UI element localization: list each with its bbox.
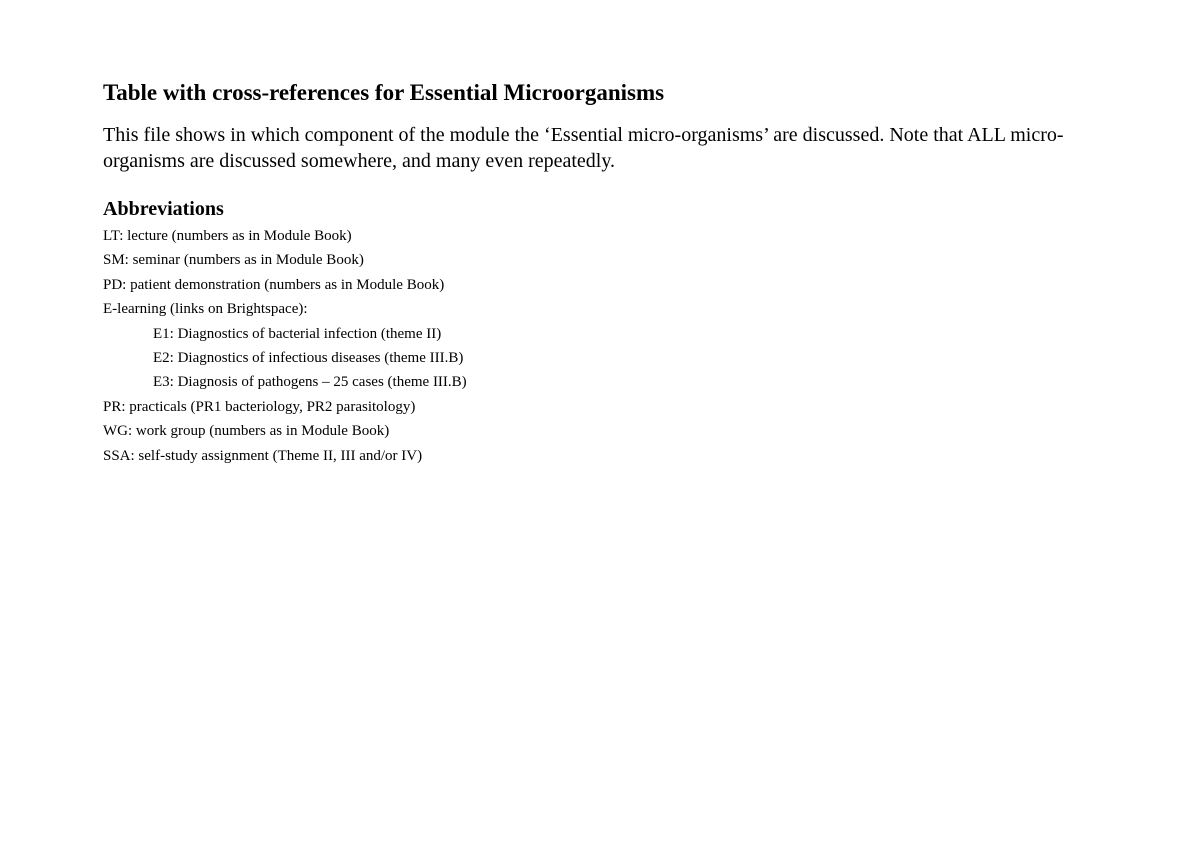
abbreviation-lt: LT: lecture (numbers as in Module Book)	[103, 228, 352, 244]
intro-paragraph: This file shows in which component of the module the ‘Essential micro-organisms’ are discussed. Note that ALL micro-organisms are discussed somewhere, and many even repeatedly.	[103, 124, 1064, 172]
document-title: Table with cross-references for Essential Microorganisms	[103, 80, 665, 105]
abbreviation-pd: PD: patient demonstration (numbers as in Module Book)	[103, 276, 445, 293]
abbreviation-pr: PR: practicals (PR1 bacteriology, PR2 parasitology)	[103, 398, 416, 415]
abbreviations-heading: Abbreviations	[103, 198, 224, 220]
abbreviation-e2: E2: Diagnostics of infectious diseases (theme III.B)	[153, 350, 464, 367]
abbreviation-e1: E1: Diagnostics of bacterial infection (theme II)	[153, 325, 442, 342]
abbreviation-ssa: SSA: self-study assignment (Theme II, III and/or IV)	[103, 447, 423, 464]
abbreviation-e-learning: E-learning (links on Brightspace):	[103, 301, 308, 318]
document-page	[103, 78, 1103, 468]
abbreviations-list	[103, 224, 1103, 468]
abbreviation-wg: WG: work group (numbers as in Module Book)	[103, 423, 390, 440]
abbreviation-sm: SM: seminar (numbers as in Module Book)	[103, 252, 364, 269]
abbreviation-e3: E3: Diagnosis of pathogens – 25 cases (theme III.B)	[153, 374, 467, 391]
